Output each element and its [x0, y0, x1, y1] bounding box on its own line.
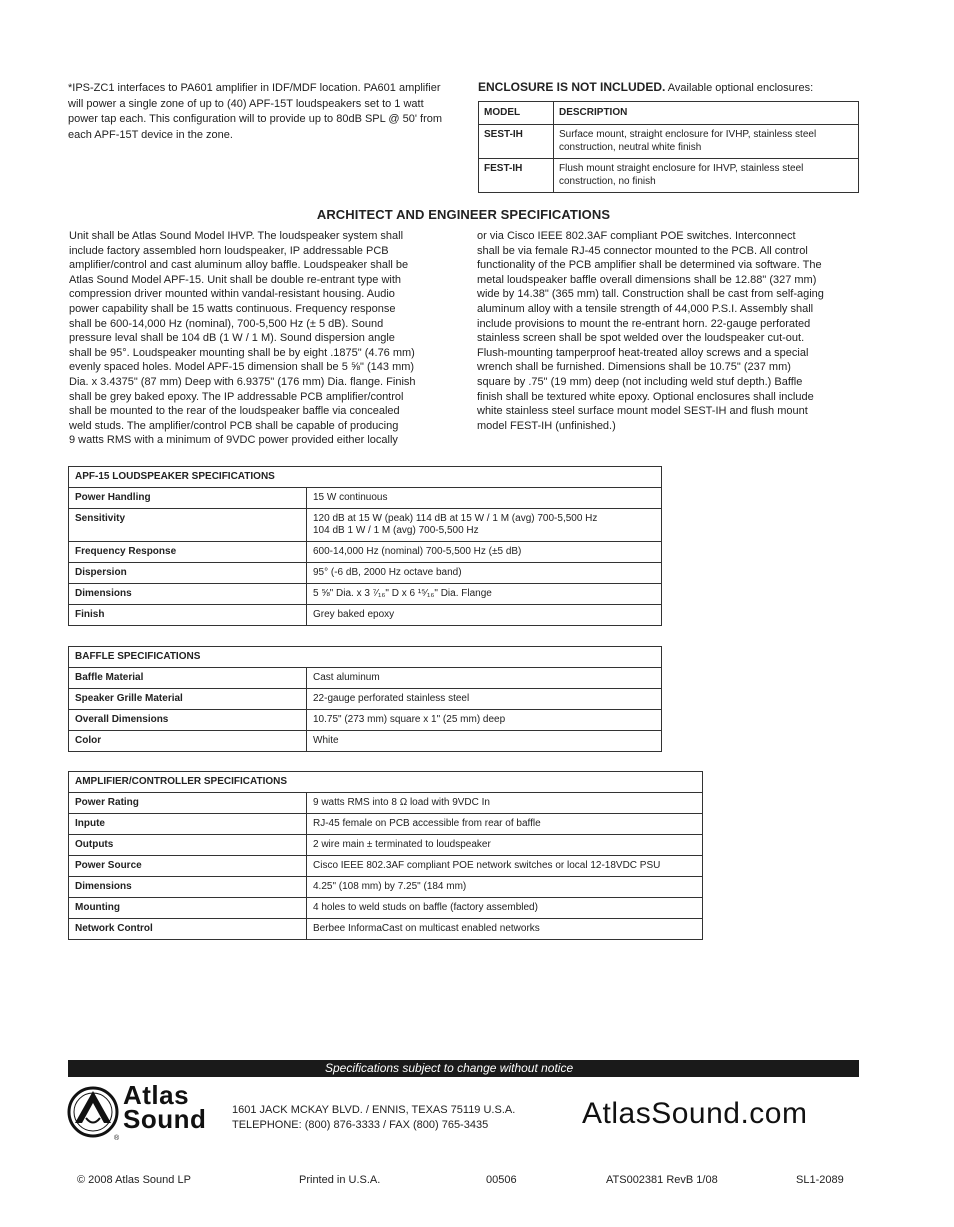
company-address [232, 1103, 515, 1133]
spec-label: Sensitivity [69, 509, 307, 542]
enclosure-heading-bold: ENCLOSURE IS NOT INCLUDED. [478, 80, 666, 94]
svg-text:®: ® [114, 1135, 120, 1142]
text-line: 9 watts RMS with a minimum of 9VDC power provided either locally [69, 434, 398, 447]
spec-label: Network Control [69, 919, 307, 940]
copyright: © 2008 Atlas Sound LP [77, 1174, 191, 1186]
table-title: AMPLIFIER/CONTROLLER SPECIFICATIONS [69, 772, 703, 793]
enclosure-table [478, 101, 859, 193]
spec-value: RJ-45 female on PCB accessible from rear of baffle [307, 814, 703, 835]
text-line: stainless screen shall be spot welded over the loudspeaker cut-out. [477, 332, 805, 345]
text-line: metal loudspeaker baffle overall dimensions shall be 12.88" (327 mm) [477, 273, 817, 286]
text-line: shall be mounted to the rear of the loudspeaker baffle via concealed [69, 405, 400, 418]
text-line: shall be 600-14,000 Hz (nominal), 700-5,500 Hz (± 5 dB). Sound [69, 317, 384, 330]
text-line: Atlas Sound Model APF-15. Unit shall be double re-entrant type with [69, 273, 402, 286]
spec-value: Cisco IEEE 802.3AF compliant POE network switches or local 12-18VDC PSU [307, 856, 703, 877]
atlas-sound-logo [67, 1080, 222, 1142]
table-header-row [479, 102, 859, 125]
spec-label: Baffle Material [69, 668, 307, 689]
logo-wordmark [123, 1080, 207, 1134]
text-line: square by .75" (19 mm) deep (not including weld stuf depth.) Baffle [477, 375, 803, 388]
table-row [69, 668, 662, 689]
ae-text-column-left [69, 229, 455, 448]
spec-label: Dimensions [69, 584, 307, 605]
column-header-description: DESCRIPTION [554, 102, 859, 125]
text-line: model FEST-IH (unfinished.) [477, 419, 616, 432]
text-line: Dia. x 3.4375" (87 mm) Deep with 6.9375" (176 mm) Dia. flange. Finish [69, 375, 416, 388]
model-cell: FEST-IH [479, 159, 554, 193]
text-line: shall be grey baked epoxy. The IP addressable PCB amplifier/control [69, 390, 404, 403]
spec-label: Frequency Response [69, 542, 307, 563]
spec-label: Power Handling [69, 488, 307, 509]
table-title: APF-15 LOUDSPEAKER SPECIFICATIONS [69, 467, 662, 488]
spec-value: 95° (-6 dB, 2000 Hz octave band) [307, 563, 662, 584]
spec-value: Berbee InformaCast on multicast enabled networks [307, 919, 703, 940]
phone-fax: TELEPHONE: (800) 876-3333 / FAX (800) 765-3435 [232, 1119, 489, 1131]
table-row [69, 584, 662, 605]
revision: ATS002381 RevB 1/08 [606, 1174, 718, 1186]
table-row [69, 488, 662, 509]
spec-label: Outputs [69, 835, 307, 856]
printed-in: Printed in U.S.A. [299, 1174, 381, 1186]
notice-bar: Specifications subject to change without notice [68, 1060, 859, 1077]
table-row [69, 919, 703, 940]
table-title: BAFFLE SPECIFICATIONS [69, 647, 662, 668]
spec-label: Mounting [69, 898, 307, 919]
spec-value: 600-14,000 Hz (nominal) 700-5,500 Hz (±5 dB) [307, 542, 662, 563]
enclosure-subheading: Available optional enclosures: [667, 82, 814, 94]
text-line: wrench shall be furnished. Dimensions shall be 10.75" (237 mm) [477, 361, 791, 374]
spec-value: 120 dB at 15 W (peak) 114 dB at 15 W / 1 M (avg) 700-5,500 Hz 104 dB 1 W / 1 M (avg) 700-5,500 Hz [307, 509, 662, 542]
table-row [69, 605, 662, 626]
amplifier-specifications [68, 771, 703, 940]
text-line: finish shall be textured white epoxy. Optional enclosures shall include [477, 390, 814, 403]
street-address: 1601 JACK MCKAY BLVD. / ENNIS, TEXAS 75119 U.S.A. [232, 1104, 516, 1116]
spec-value: 22-gauge perforated stainless steel [307, 689, 662, 710]
spec-value: 15 W continuous [307, 488, 662, 509]
baffle-specifications [68, 646, 662, 752]
spec-label: Color [69, 731, 307, 752]
baffle-spec-table [68, 646, 662, 752]
table-header-row [69, 467, 662, 488]
text-line: include provisions to mount the re-entrant horn. 22-gauge perforated [477, 317, 811, 330]
spec-value: Cast aluminum [307, 668, 662, 689]
spec-value: Grey baked epoxy [307, 605, 662, 626]
document-code: 00506 [486, 1174, 517, 1186]
text-line: functionality of the PCB amplifier shall be determined via software. The [477, 259, 822, 272]
spec-value: 9 watts RMS into 8 Ω load with 9VDC In [307, 793, 703, 814]
text-line: or via Cisco IEEE 802.3AF compliant POE switches. Interconnect [477, 230, 796, 242]
apf15-spec-table [68, 466, 662, 626]
logo-word-sound: Sound [123, 1104, 207, 1134]
ae-text-column-right [477, 229, 857, 433]
intro-note: *IPS-ZC1 interfaces to PA601 amplifier in IDF/MDF location. PA601 amplifier will power a single zone of up to (40) APF-15T loudspeakers set to 1 watt power tap each. This configuration will to provide up to 80dB SPL @ 50' from each APF-15T device in the zone. [68, 82, 443, 141]
text-line: Flush-mounting tamperproof heat-treated alloy screws and a special [477, 346, 809, 359]
table-row [69, 835, 703, 856]
table-row [69, 856, 703, 877]
enclosure-section [478, 80, 859, 193]
spec-label: Power Rating [69, 793, 307, 814]
spec-label: Speaker Grille Material [69, 689, 307, 710]
sheet-number: SL1-2089 [796, 1174, 844, 1186]
text-line: white stainless steel surface mount model SEST-IH and flush mount [477, 405, 808, 418]
table-row [479, 125, 859, 159]
enclosure-heading [478, 80, 859, 95]
table-row [69, 898, 703, 919]
table-row [69, 509, 662, 542]
atlas-emblem-icon [67, 1085, 123, 1143]
spec-label: Dispersion [69, 563, 307, 584]
spec-label: Dimensions [69, 877, 307, 898]
logo-word-atlas: Atlas [123, 1080, 190, 1110]
model-cell: SEST-IH [479, 125, 554, 159]
column-header-model: MODEL [479, 102, 554, 125]
spec-value: 5 ⅝" Dia. x 3 ⁷⁄₁₆" D x 6 ¹⁵⁄₁₆" Dia. Flange [307, 584, 662, 605]
text-line: compression driver mounted within vandal-resistant housing. Audio [69, 288, 395, 301]
text-line: shall be 95°. Loudspeaker mounting shall be by eight .1875" (4.76 mm) [69, 346, 415, 359]
text-line: shall be via female RJ-45 connector mounted to the PCB. All control [477, 244, 808, 257]
table-row [479, 159, 859, 193]
table-row [69, 710, 662, 731]
table-row [69, 689, 662, 710]
spec-label: Power Source [69, 856, 307, 877]
text-line: aluminum alloy with a tensile strength of 44,000 P.S.I. Assembly shall [477, 302, 814, 315]
spec-value: 4.25" (108 mm) by 7.25" (184 mm) [307, 877, 703, 898]
text-line: Unit shall be Atlas Sound Model IHVP. The loudspeaker system shall [69, 230, 404, 242]
description-cell: Flush mount straight enclosure for IHVP, stainless steel construction, no finish [554, 159, 859, 193]
text-line: amplifier/control and cast aluminum alloy baffle. Loudspeaker shall be [69, 259, 409, 272]
spec-value: White [307, 731, 662, 752]
amplifier-spec-table [68, 771, 703, 940]
spec-value: 4 holes to weld studs on baffle (factory assembled) [307, 898, 703, 919]
table-header-row [69, 772, 703, 793]
table-header-row [69, 647, 662, 668]
table-row [69, 793, 703, 814]
ae-specifications-title: ARCHITECT AND ENGINEER SPECIFICATIONS [316, 207, 611, 222]
table-row [69, 563, 662, 584]
spec-label: Inpute [69, 814, 307, 835]
text-line: evenly spaced holes. Model APF-15 dimension shall be 5 ⅝" (143 mm) [69, 361, 415, 374]
table-row [69, 542, 662, 563]
text-line: weld studs. The amplifier/control PCB shall be capable of producing [69, 419, 399, 432]
table-row [69, 877, 703, 898]
apf15-specifications [68, 466, 662, 626]
spec-value: 2 wire main ± terminated to loudspeaker [307, 835, 703, 856]
spec-label: Overall Dimensions [69, 710, 307, 731]
text-line: power capability shall be 15 watts continuous. Frequency response [69, 302, 396, 315]
text-line: pressure leval shall be 104 dB (1 W / 1 M). Sound dispersion angle [69, 332, 395, 345]
text-line: include factory assembled horn loudspeaker, IP addressable PCB [69, 244, 389, 257]
table-row [69, 814, 703, 835]
description-cell: Surface mount, straight enclosure for IVHP, stainless steel construction, neutral white finish [554, 125, 859, 159]
text-line: wide by 14.38" (365 mm) tall. Construction shall be cast from self-aging [477, 288, 824, 301]
website-link[interactable]: AtlasSound.com [582, 1097, 808, 1130]
table-row [69, 731, 662, 752]
spec-value: 10.75" (273 mm) square x 1" (25 mm) deep [307, 710, 662, 731]
spec-label: Finish [69, 605, 307, 626]
